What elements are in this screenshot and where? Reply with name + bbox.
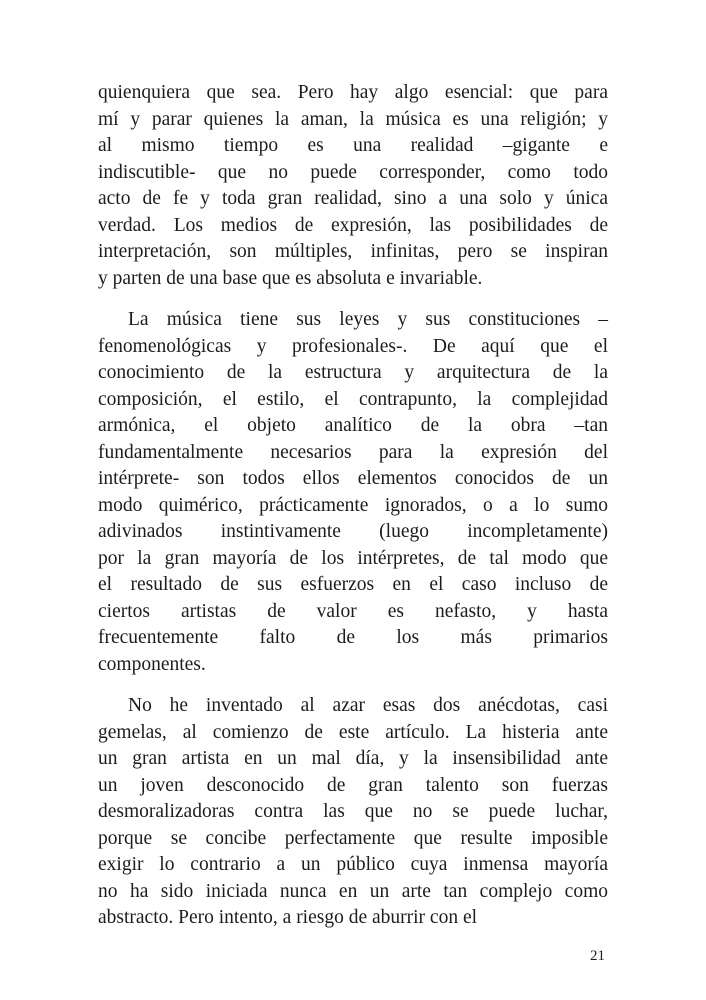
text-line: acto de fe y toda gran realidad, sino a una solo y única bbox=[98, 188, 608, 209]
text-line: el resultado de sus esfuerzos en el caso incluso de bbox=[98, 574, 608, 595]
text-line: ciertos artistas de valor es nefasto, y hasta bbox=[98, 600, 608, 622]
text-line: exigir lo contrario a un público cuya inmensa mayoría bbox=[98, 854, 608, 875]
text-line: armónica, el objeto analítico de la obra –tan bbox=[98, 415, 608, 436]
text-line: un joven desconocido de gran talento son fuerzas bbox=[98, 774, 608, 796]
text-line: La música tiene sus leyes y sus constituciones – bbox=[128, 309, 608, 330]
page-number: 21 bbox=[590, 947, 605, 964]
text-line: desmoralizadoras contra las que no se puede luchar, bbox=[98, 801, 608, 822]
paragraph bbox=[98, 80, 608, 292]
text-line: interpretación, son múltiples, infinitas, pero se inspiran bbox=[98, 241, 608, 262]
text-line: componentes. bbox=[98, 653, 206, 675]
text-block bbox=[98, 80, 608, 932]
text-line: porque se concibe perfectamente que resulte imposible bbox=[98, 827, 608, 849]
paragraph bbox=[98, 693, 608, 932]
text-line: un gran artista en un mal día, y la insensibilidad ante bbox=[98, 748, 608, 769]
text-line: fundamentalmente necesarios para la expresión del bbox=[98, 441, 608, 463]
text-line: adivinados instintivamente (luego incompletamente) bbox=[98, 521, 608, 542]
text-line: no ha sido iniciada nunca en un arte tan complejo como bbox=[98, 880, 608, 902]
text-line: modo quimérico, prácticamente ignorados, o a lo sumo bbox=[98, 494, 608, 516]
paragraph bbox=[98, 307, 608, 678]
text-line: por la gran mayoría de los intérpretes, de tal modo que bbox=[98, 547, 608, 569]
text-line: indiscutible- que no puede corresponder, como todo bbox=[98, 161, 608, 183]
text-line: No he inventado al azar esas dos anécdotas, casi bbox=[128, 695, 608, 716]
text-line: y parten de una base que es absoluta e invariable. bbox=[98, 267, 483, 289]
text-line: conocimiento de la estructura y arquitectura de la bbox=[98, 362, 608, 383]
text-line: verdad. Los medios de expresión, las posibilidades de bbox=[98, 214, 608, 236]
text-line: composición, el estilo, el contrapunto, la complejidad bbox=[98, 388, 608, 410]
text-line: mí y parar quienes la aman, la música es una religión; y bbox=[98, 108, 608, 130]
text-line: intérprete- son todos ellos elementos conocidos de un bbox=[98, 468, 608, 489]
text-line: frecuentemente falto de los más primarios bbox=[98, 627, 608, 648]
text-line: al mismo tiempo es una realidad –gigante e bbox=[98, 135, 608, 156]
text-line: fenomenológicas y profesionales-. De aquí que el bbox=[98, 335, 608, 357]
text-line: gemelas, al comienzo de este artículo. La histeria ante bbox=[98, 721, 608, 743]
text-line: abstracto. Pero intento, a riesgo de aburrir con el bbox=[98, 907, 478, 928]
text-line: quienquiera que sea. Pero hay algo esencial: que para bbox=[98, 82, 608, 103]
